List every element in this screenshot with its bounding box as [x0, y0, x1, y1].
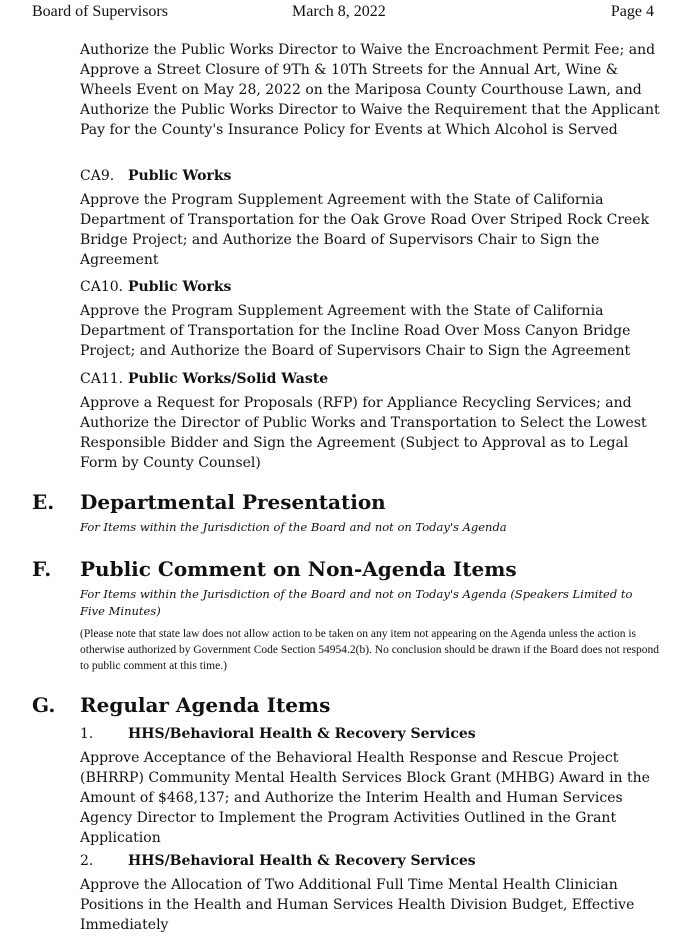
item-description: Approve the Program Supplement Agreement with the State of California Department of Transportation for the Oak Grove Road Over Striped Rock Creek Bridge Project; and Authorize the Board of Supervisors Chair to Sign the Agreement — [80, 192, 650, 268]
section-letter: E. — [32, 490, 55, 514]
item-heading — [80, 369, 660, 389]
section-subtitle: For Items within the Jurisdiction of the Board and not on Today's Agenda — [80, 520, 507, 534]
section-title: Regular Agenda Items — [80, 693, 331, 717]
item-title: HHS/Behavioral Health & Recovery Services — [128, 853, 476, 869]
item-description: Approve the Program Supplement Agreement with the State of California Department of Transportation for the Incline Road Over Moss Canyon Bridge Project; and Authorize the Board of Supervisors Chair to Sign the Agreement — [80, 303, 631, 359]
item-title: HHS/Behavioral Health & Recovery Services — [128, 726, 476, 742]
item-number: CA10. — [80, 279, 124, 295]
item-number: CA9. — [80, 168, 115, 184]
section-g — [32, 692, 662, 722]
section-title: Public Comment on Non-Agenda Items — [80, 557, 517, 581]
section-f — [32, 556, 662, 676]
item-number: 2. — [80, 853, 94, 869]
item-title: Public Works/Solid Waste — [128, 371, 329, 387]
item-heading — [80, 277, 660, 297]
header-board-name: Board of Supervisors — [32, 3, 168, 20]
item-title: Public Works — [128, 279, 232, 295]
section-subtitle: For Items within the Jurisdiction of the Board and not on Today's Agenda (Speakers Limited to Five Minutes) — [80, 587, 633, 618]
item-heading — [80, 851, 660, 871]
item-description: Approve the Allocation of Two Additional Full Time Mental Health Clinician Positions in the Health and Human Services Health Division Budget, Effective Immediately — [80, 877, 635, 933]
item-heading — [80, 724, 660, 744]
regular-item-1 — [80, 724, 660, 848]
continuation-text: Authorize the Public Works Director to Waive the Encroachment Permit Fee; and Approve a Street Closure of 9Th & 10Th Streets for the Annual Art, Wine & Wheels Event on May 28, 2022 on the Mariposa County Courthouse Lawn, and Authorize the Public Works Director to Waive the Requirement that the Applicant Pay for the County's Insurance Policy for Events at Which Alcohol is Served — [80, 42, 660, 138]
consent-item-ca10 — [80, 277, 660, 361]
regular-item-2 — [80, 851, 660, 935]
item-description: Approve Acceptance of the Behavioral Health Response and Rescue Project (BHRRP) Community Mental Health Services Block Grant (MHBG) Award in the Amount of $468,137; and Authorize the Interim Health and Human Services Agency Director to Implement the Program Activities Outlined in the Grant Application — [80, 750, 650, 846]
item-description: Approve a Request for Proposals (RFP) for Appliance Recycling Services; and Authorize the Director of Public Works and Transportation to Select the Lowest Responsible Bidder and Sign the Agreement (Subject to Approval as to Legal Form by County Counsel) — [80, 395, 647, 471]
section-letter: G. — [32, 693, 56, 717]
item-title: Public Works — [128, 168, 232, 184]
section-letter: F. — [32, 557, 52, 581]
section-title: Departmental Presentation — [80, 490, 386, 514]
section-e — [32, 489, 662, 549]
consent-item-ca11 — [80, 369, 660, 473]
page-header — [32, 3, 654, 23]
header-page-number: Page 4 — [610, 3, 654, 20]
item-number: 1. — [80, 726, 94, 742]
consent-item-ca9 — [80, 166, 660, 270]
public-comment-note: (Please note that state law does not allow action to be taken on any item not appearing on the Agenda unless the action is otherwise authorized by Government Code Section 54954.2(b). No conclusion should be drawn if the Board does not respond to public comment at this time.) — [80, 628, 660, 672]
item-heading — [80, 166, 660, 186]
header-date: March 8, 2022 — [292, 3, 386, 20]
item-number: CA11. — [80, 371, 124, 387]
